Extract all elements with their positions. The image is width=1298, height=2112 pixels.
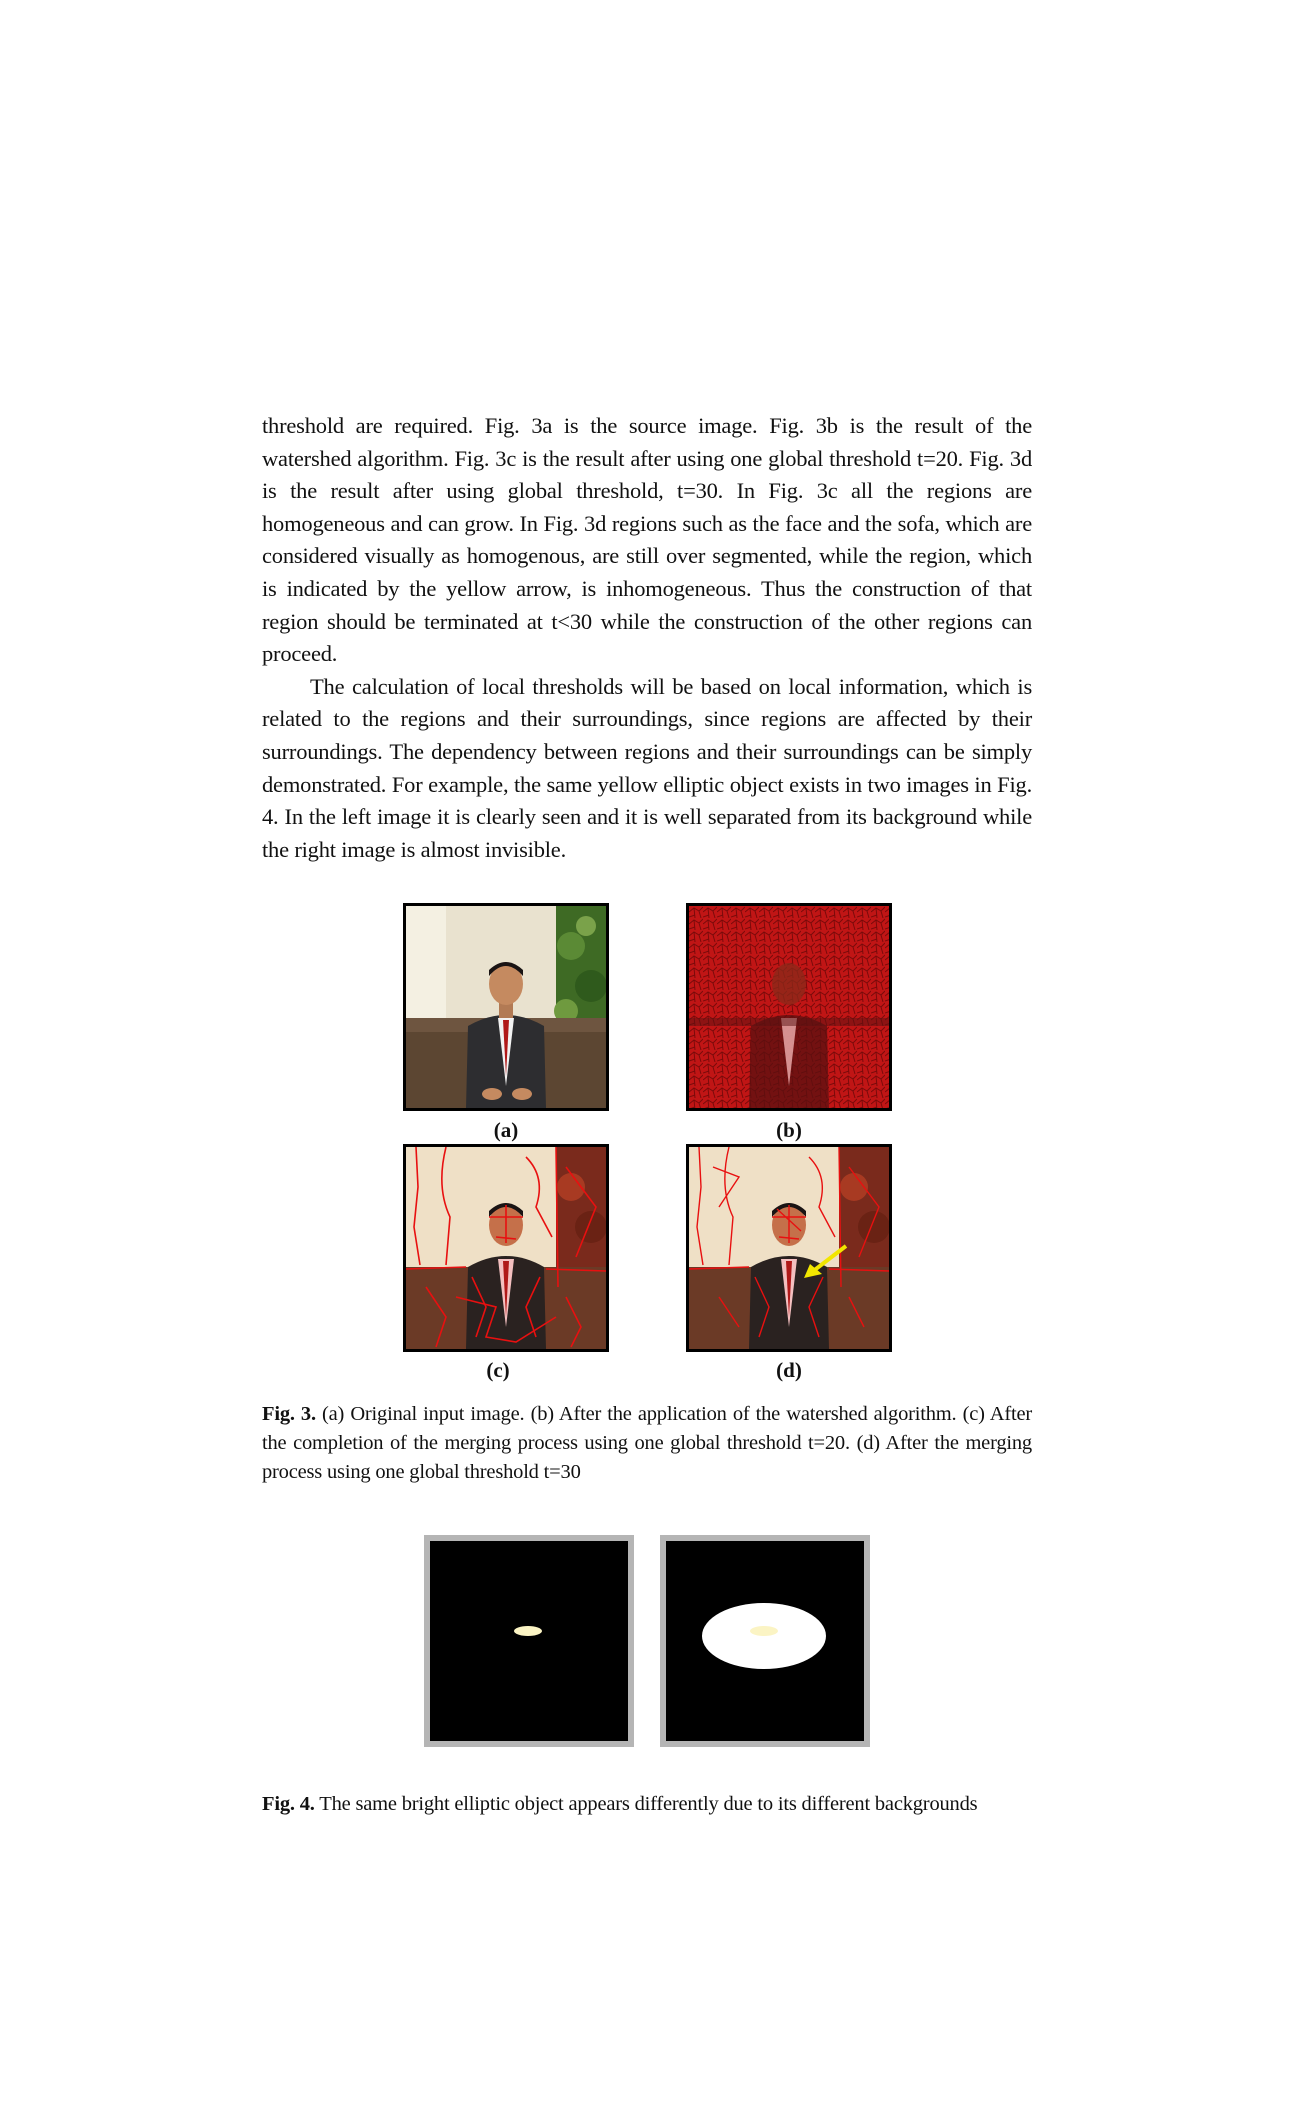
paragraph-2: The calculation of local thresholds will be based on local information, which is related to the regions and their surroundings, since regions are affected by their surroundings. The dependency between regions and their surroundings can be simply demonstrated. For example, the same yellow elliptic object exists in two images in Fig. 4. In the left image it is clearly seen and it is well separated from its background while the right image is almost invisible. (262, 673, 1032, 862)
fig4-right-image (660, 1535, 870, 1747)
fig4-caption (262, 1790, 1032, 1819)
fig3-panel-a-image (403, 903, 609, 1111)
body-text (262, 410, 1032, 866)
yellow-arrow-icon (800, 1242, 850, 1282)
fig3-label-a: (a) (493, 1118, 519, 1142)
paragraph-1: threshold are required. Fig. 3a is the source image. Fig. 3b is the result of the watershed algorithm. Fig. 3c is the result after using one global threshold t=20. Fig. 3d is the result after using global threshold, t=30. In Fig. 3c all the regions are homogeneous and can grow. In Fig. 3d regions such as the face and the sofa, which are considered visually as homogenous, are still over segmented, while the region, which is indicated by the yellow arrow, is inhomogeneous. Thus the construction of that region should be terminated at t<30 while the construction of the other regions can proceed. (262, 413, 1032, 667)
fig4-left-image (424, 1535, 634, 1747)
fig3-panel-c-image (403, 1144, 609, 1352)
fig3-caption (262, 1400, 1032, 1487)
fig3-label-c: (c) (486, 1358, 510, 1382)
fig4-caption-text: The same bright elliptic object appears differently due to its different backgrounds (314, 1793, 978, 1815)
fig3-panel-b-image (686, 903, 892, 1111)
fig4-caption-label: Fig. 4. (262, 1793, 315, 1815)
fig3-caption-text: (a) Original input image. (b) After the application of the watershed algorithm. (c) After the completion of the merging process using one global threshold t=20. (d) After the merging process using one global threshold t=30 (262, 1403, 1032, 1483)
fig3-label-d: (d) (776, 1358, 802, 1382)
fig3-label-b: (b) (776, 1118, 802, 1142)
fig3-panel-d-image (686, 1144, 892, 1352)
fig3-caption-label: Fig. 3. (262, 1403, 316, 1425)
